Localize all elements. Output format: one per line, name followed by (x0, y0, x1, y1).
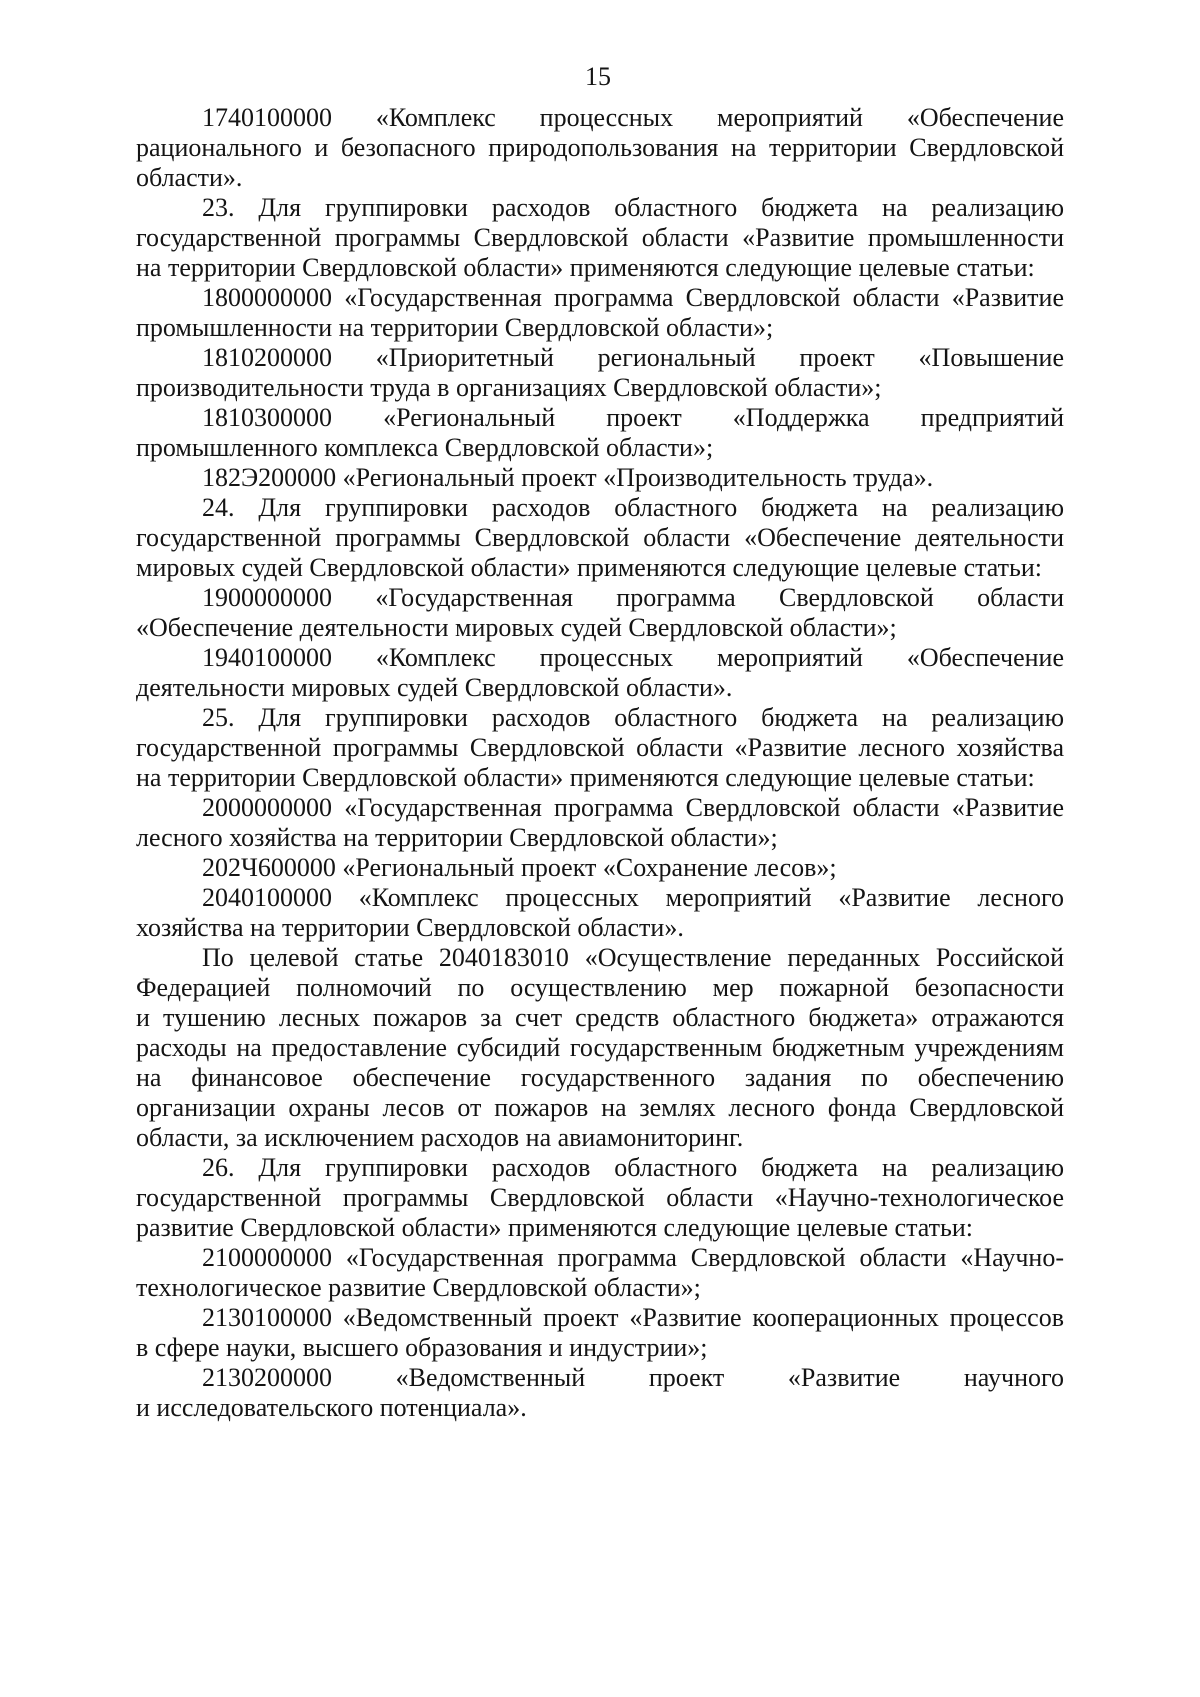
text-line: 2130200000 «Ведомственный проект «Развитие научного (202, 1363, 1064, 1392)
paragraph (136, 463, 1064, 493)
text-line: 1900000000 «Государственная программа Свердловской области (202, 583, 1064, 612)
document-body (136, 103, 1064, 1423)
text-line: хозяйства на территории Свердловской области». (136, 913, 684, 942)
text-line: организации охраны лесов от пожаров на землях лесного фонда Свердловской (136, 1093, 1064, 1122)
text-line: государственной программы Свердловской области «Научно-технологическое (136, 1183, 1064, 1212)
paragraph (136, 943, 1064, 1153)
paragraph (136, 403, 1064, 463)
text-line: 1810200000 «Приоритетный региональный проект «Повышение (202, 343, 1064, 372)
text-line: государственной программы Свердловской области «Развитие лесного хозяйства (136, 733, 1064, 762)
text-line: 182Э200000 «Региональный проект «Производительность труда». (202, 463, 934, 492)
paragraph (136, 853, 1064, 883)
text-line: лесного хозяйства на территории Свердловской области»; (136, 823, 778, 852)
paragraph (136, 703, 1064, 793)
text-line: 23. Для группировки расходов областного бюджета на реализацию (202, 193, 1064, 222)
paragraph (136, 343, 1064, 403)
paragraph (136, 493, 1064, 583)
text-line: По целевой статье 2040183010 «Осуществление переданных Российской (202, 943, 1064, 972)
text-line: промышленности на территории Свердловской области»; (136, 313, 774, 342)
paragraph (136, 193, 1064, 283)
paragraph (136, 883, 1064, 943)
text-line: 1810300000 «Региональный проект «Поддержка предприятий (202, 403, 1064, 432)
text-line: и тушению лесных пожаров за счет средств областного бюджета» отражаются (136, 1003, 1064, 1032)
text-line: на территории Свердловской области» применяются следующие целевые статьи: (136, 763, 1035, 792)
text-line: технологическое развитие Свердловской области»; (136, 1273, 701, 1302)
page-number: 15 (585, 62, 611, 91)
paragraph (136, 1243, 1064, 1303)
text-line: 24. Для группировки расходов областного бюджета на реализацию (202, 493, 1064, 522)
text-line: государственной программы Свердловской области «Обеспечение деятельности (136, 523, 1064, 552)
text-line: производительности труда в организациях Свердловской области»; (136, 373, 882, 402)
text-line: развитие Свердловской области» применяются следующие целевые статьи: (136, 1213, 973, 1242)
text-line: 1800000000 «Государственная программа Свердловской области «Развитие (202, 283, 1064, 312)
paragraph (136, 583, 1064, 643)
text-line: 2100000000 «Государственная программа Свердловской области «Научно- (202, 1243, 1064, 1272)
text-line: 1940100000 «Комплекс процессных мероприятий «Обеспечение (202, 643, 1064, 672)
paragraph (136, 643, 1064, 703)
text-line: в сфере науки, высшего образования и индустрии»; (136, 1333, 708, 1362)
text-line: мировых судей Свердловской области» применяются следующие целевые статьи: (136, 553, 1043, 582)
text-line: рационального и безопасного природопользования на территории Свердловской (136, 133, 1064, 162)
text-line: области». (136, 163, 243, 192)
text-line: «Обеспечение деятельности мировых судей Свердловской области»; (136, 613, 897, 642)
text-line: области, за исключением расходов на авиамониторинг. (136, 1123, 744, 1152)
paragraph (136, 1363, 1064, 1423)
text-line: 2000000000 «Государственная программа Свердловской области «Развитие (202, 793, 1064, 822)
text-line: 25. Для группировки расходов областного бюджета на реализацию (202, 703, 1064, 732)
text-line: Федерацией полномочий по осуществлению мер пожарной безопасности (136, 973, 1064, 1002)
paragraph (136, 283, 1064, 343)
text-line: 26. Для группировки расходов областного бюджета на реализацию (202, 1153, 1064, 1182)
text-line: деятельности мировых судей Свердловской области». (136, 673, 733, 702)
text-line: и исследовательского потенциала». (136, 1393, 527, 1422)
paragraph (136, 1303, 1064, 1363)
text-line: на финансовое обеспечение государственного задания по обеспечению (136, 1063, 1064, 1092)
paragraph (136, 103, 1064, 193)
paragraph (136, 1153, 1064, 1243)
paragraph (136, 793, 1064, 853)
text-line: 202Ч600000 «Региональный проект «Сохранение лесов»; (202, 853, 837, 882)
text-line: расходы на предоставление субсидий государственным бюджетным учреждениям (136, 1033, 1064, 1062)
text-line: государственной программы Свердловской области «Развитие промышленности (136, 223, 1064, 252)
text-line: 1740100000 «Комплекс процессных мероприятий «Обеспечение (202, 103, 1064, 132)
text-line: на территории Свердловской области» применяются следующие целевые статьи: (136, 253, 1035, 282)
text-line: 2040100000 «Комплекс процессных мероприятий «Развитие лесного (202, 883, 1064, 912)
text-line: 2130100000 «Ведомственный проект «Развитие кооперационных процессов (202, 1303, 1064, 1332)
text-line: промышленного комплекса Свердловской области»; (136, 433, 714, 462)
